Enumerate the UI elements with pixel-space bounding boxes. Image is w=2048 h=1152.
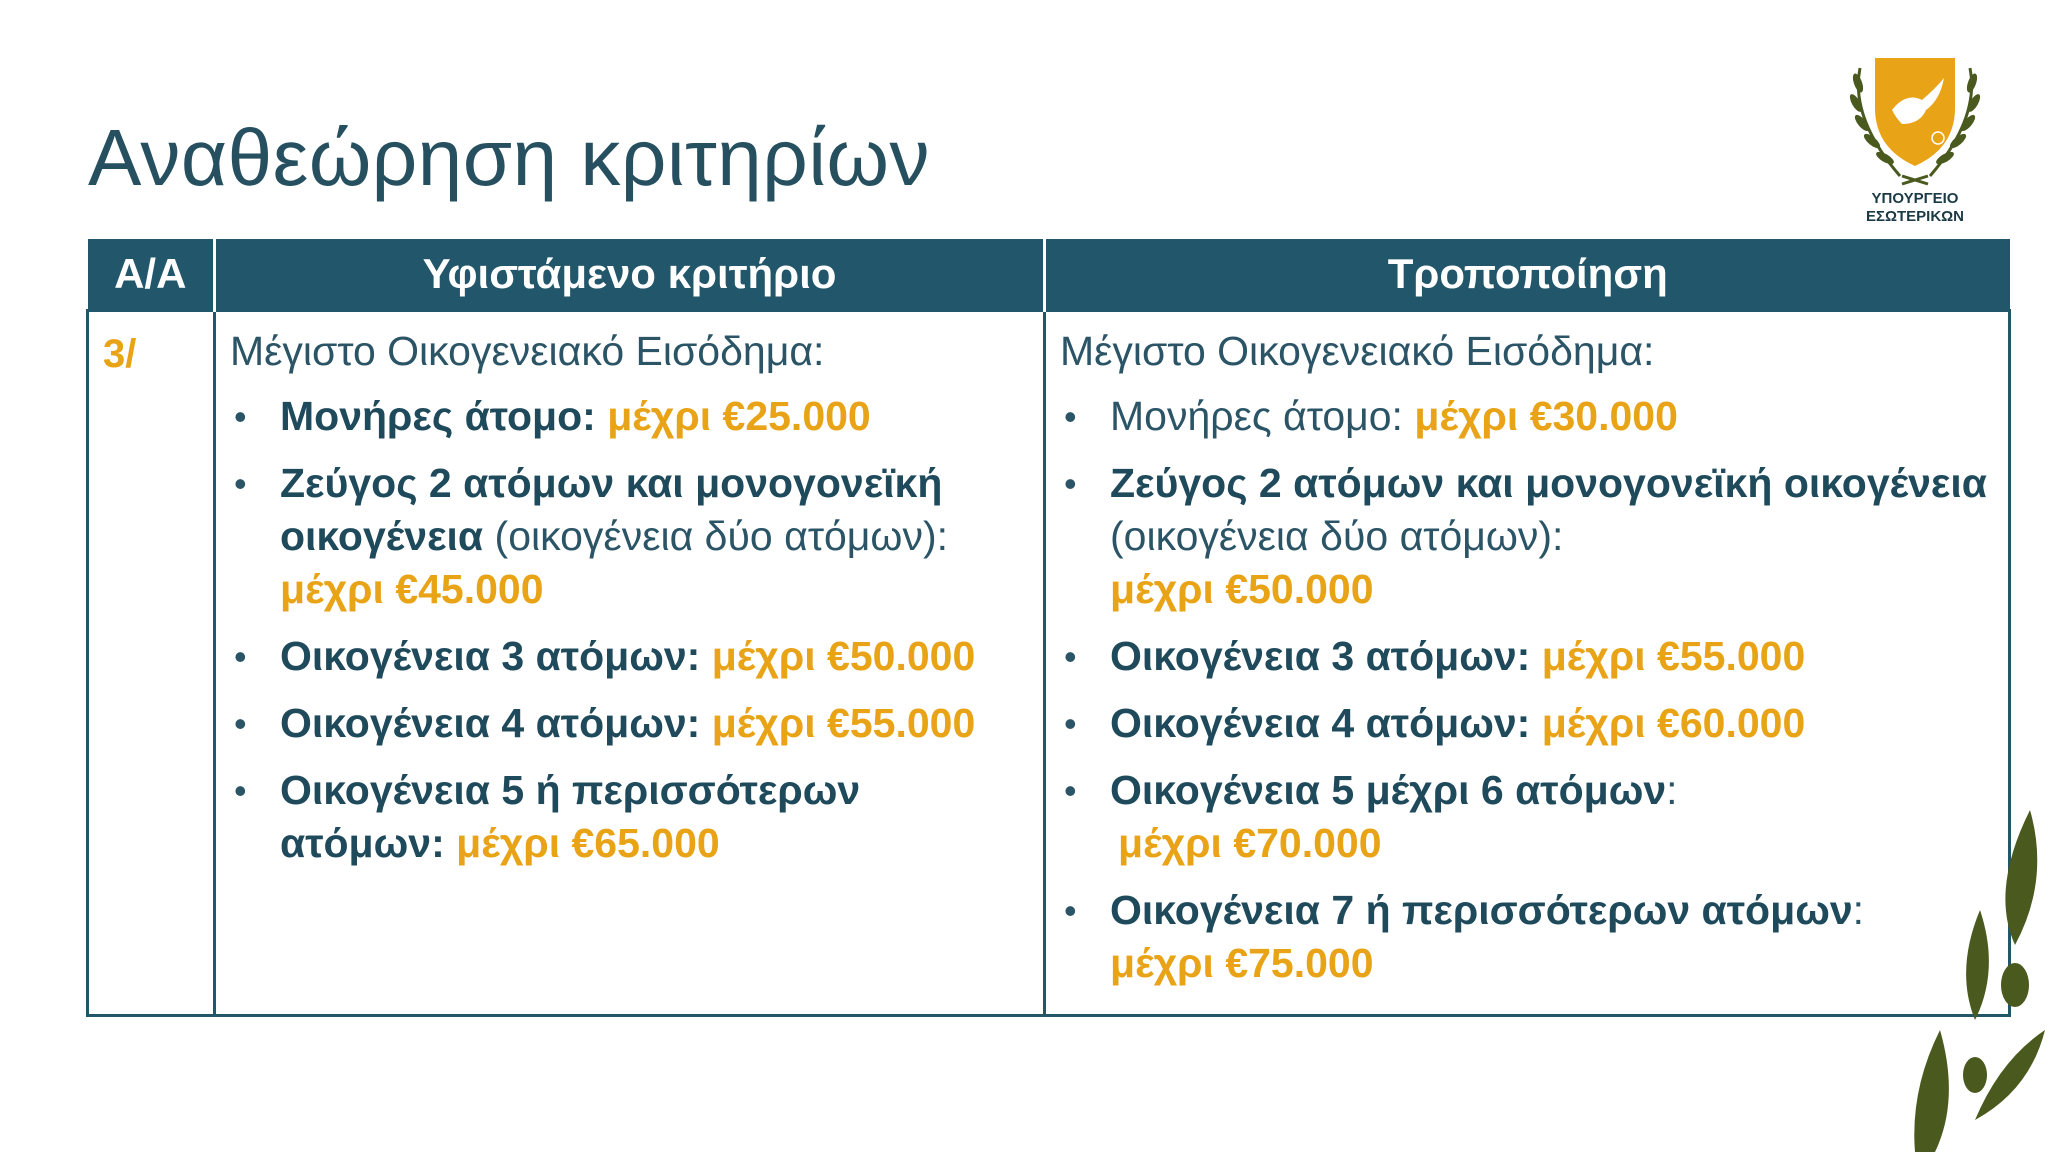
list-item: • Οικογένεια 4 ατόμων: μέχρι €55.000 bbox=[230, 697, 1029, 750]
ministry-logo bbox=[1840, 48, 1990, 238]
modified-heading: Μέγιστο Οικογενειακό Εισόδημα: bbox=[1060, 328, 1655, 374]
list-item: • Οικογένεια 5 μέχρι 6 ατόμων: μέχρι €70.000 bbox=[1060, 764, 1994, 870]
olive-leaves-icon bbox=[1880, 800, 2048, 1152]
cell-modified bbox=[1045, 311, 2010, 1016]
ministry-name-line2: ΕΣΩΤΕΡΙΚΩΝ bbox=[1865, 208, 1965, 225]
header-aa: Α/Α bbox=[88, 239, 215, 311]
ministry-name-line1: ΥΠΟΥΡΓΕΙΟ bbox=[1871, 190, 1959, 207]
list-item: • Ζεύγος 2 ατόμων και μονογονεϊκή οικογένεια (οικογένεια δύο ατόμων): μέχρι €45.000 bbox=[230, 457, 1029, 616]
header-existing: Υφιστάμενο κριτήριο bbox=[215, 239, 1045, 311]
page-title: Αναθεώρηση κριτηρίων bbox=[88, 113, 930, 202]
list-item: • Οικογένεια 7 ή περισσότερων ατόμων: μέχρι €75.000 bbox=[1060, 884, 1994, 990]
cell-existing bbox=[215, 311, 1045, 1016]
cell-number bbox=[88, 311, 215, 1016]
criteria-table bbox=[86, 239, 2011, 1017]
list-item: • Ζεύγος 2 ατόμων και μονογονεϊκή οικογένεια (οικογένεια δύο ατόμων): μέχρι €50.000 bbox=[1060, 457, 1994, 616]
list-item: • Οικογένεια 3 ατόμων: μέχρι €55.000 bbox=[1060, 630, 1994, 683]
modified-list bbox=[1060, 390, 1994, 990]
list-item: • Οικογένεια 4 ατόμων: μέχρι €60.000 bbox=[1060, 697, 1994, 750]
existing-heading: Μέγιστο Οικογενειακό Εισόδημα: bbox=[230, 328, 825, 374]
existing-list bbox=[230, 390, 1029, 870]
list-item: • Μονήρες άτομο: μέχρι €25.000 bbox=[230, 390, 1029, 443]
table-header-row bbox=[88, 239, 2010, 311]
table-row bbox=[88, 311, 2010, 1016]
list-item: • Οικογένεια 5 ή περισσότερων ατόμων: μέχρι €65.000 bbox=[230, 764, 1029, 870]
row-number: 3/ bbox=[103, 332, 137, 376]
list-item: • Οικογένεια 3 ατόμων: μέχρι €50.000 bbox=[230, 630, 1029, 683]
ministry-name bbox=[1840, 190, 1990, 226]
header-modified: Τροποποίηση bbox=[1045, 239, 2010, 311]
list-item: • Μονήρες άτομο: μέχρι €30.000 bbox=[1060, 390, 1994, 443]
cyprus-emblem-icon bbox=[1840, 48, 1990, 188]
